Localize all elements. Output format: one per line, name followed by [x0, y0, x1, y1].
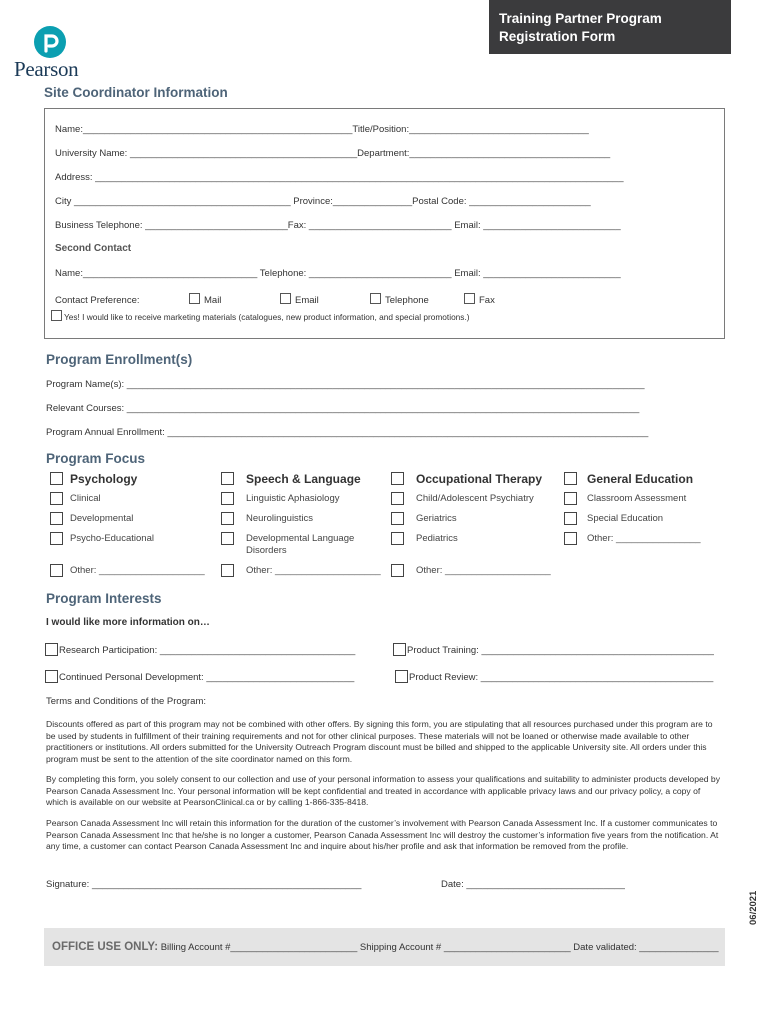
relevant-courses-field[interactable]: Relevant Courses: _________________________________________________________________________________________________ [46, 403, 640, 414]
special-education-checkbox[interactable] [564, 512, 577, 525]
form-title-box [489, 0, 731, 54]
ot-other-field[interactable]: Other: ____________________ [416, 565, 551, 576]
pediatrics-checkbox[interactable] [391, 532, 404, 545]
special-education-label: Special Education [587, 513, 664, 524]
fax-label: Fax [479, 295, 495, 306]
continued-development-field[interactable]: Continued Personal Development: ____________________________ [59, 672, 355, 683]
child-adolescent-label: Child/Adolescent Psychiatry [416, 493, 534, 504]
psycho-educational-label: Psycho-Educational [70, 533, 154, 544]
mail-label: Mail [204, 295, 222, 306]
terms-paragraph-discounts: Discounts offered as part of this program may not be combined with other offers. By signing this form, you are stipulating that all resources purchased under this program are to be used by students in fulfillment of their training requirements and not for other clinical purposes. These materials will not be loaned or otherwise made available to other practitioners or institutions. All orders submitted for the University Outreach Program discount must be billed and shipped to the applicable University site. All orders under this program must be sent to the attention of the site coordinator named on this form. [46, 719, 713, 764]
education-other-checkbox[interactable] [564, 532, 577, 545]
email-checkbox[interactable] [280, 293, 291, 304]
general-education-checkbox[interactable] [564, 472, 577, 485]
continued-development-checkbox[interactable] [45, 670, 58, 683]
marketing-consent-label: Yes! I would like to receive marketing materials (catalogues, new product information, and special promotions.) [64, 312, 470, 322]
enrollment-section-title: Program Enrollment(s) [46, 352, 193, 367]
psychology-heading: Psychology [70, 472, 138, 486]
university-department-field[interactable]: University Name: ___________________________________________Department:______________________________________ [55, 148, 611, 159]
date-field[interactable]: Date: ______________________________ [441, 879, 625, 890]
city-province-postal-field[interactable]: City _________________________________________ Province:_______________Postal Code: _______________________ [55, 196, 591, 207]
clinical-label: Clinical [70, 493, 101, 504]
product-review-field[interactable]: Product Review: ____________________________________________ [409, 672, 714, 683]
address-field[interactable]: Address: ____________________________________________________________________________________________________ [55, 172, 624, 183]
terms-heading: Terms and Conditions of the Program: [46, 696, 206, 707]
product-review-checkbox[interactable] [395, 670, 408, 683]
program-names-field[interactable]: Program Name(s): __________________________________________________________________________________________________ [46, 379, 645, 390]
clinical-checkbox[interactable] [50, 492, 63, 505]
pearson-logo-icon [34, 26, 66, 58]
speech-other-field[interactable]: Other: ____________________ [246, 565, 381, 576]
terms-paragraph-retention: Pearson Canada Assessment Inc will retain this information for the duration of the customer’s involvement with Pearson Canada Assessment Inc. If a customer communicates to Pearson Canada Assessment Inc that he/she is no longer a customer, Pearson Canada Assessment Inc will destroy the customer’s information five years from the notification. At any time, a customer can contact Pearson Canada Assessment Inc and inquire about his/her profile and ask that information be removed from the profile. [46, 818, 719, 851]
neurolinguistics-label: Neurolinguistics [246, 513, 314, 524]
linguistic-aphasiology-label: Linguistic Aphasiology [246, 493, 340, 504]
developmental-language-checkbox[interactable] [221, 532, 234, 545]
coordinator-section-title: Site Coordinator Information [44, 85, 228, 100]
psychology-other-checkbox[interactable] [50, 564, 63, 577]
signature-field[interactable]: Signature: ___________________________________________________ [46, 879, 362, 890]
education-other-field[interactable]: Other: ________________ [587, 533, 701, 544]
developmental-label: Developmental [70, 513, 134, 524]
occupational-therapy-heading: Occupational Therapy [416, 472, 543, 486]
mail-checkbox[interactable] [189, 293, 200, 304]
psychology-checkbox[interactable] [50, 472, 63, 485]
speech-language-heading: Speech & Language [246, 472, 361, 486]
telephone-label: Telephone [385, 295, 429, 306]
marketing-checkbox[interactable] [51, 310, 62, 321]
interests-subtitle: I would like more information on… [46, 617, 210, 628]
child-adolescent-checkbox[interactable] [391, 492, 404, 505]
speech-language-checkbox[interactable] [221, 472, 234, 485]
developmental-checkbox[interactable] [50, 512, 63, 525]
form-title-line2: Registration Form [499, 29, 616, 44]
office-use-row [52, 941, 719, 953]
product-training-field[interactable]: Product Training: ____________________________________________ [407, 645, 714, 656]
telephone-checkbox[interactable] [370, 293, 381, 304]
brand-name: Pearson [14, 57, 79, 81]
research-checkbox[interactable] [45, 643, 58, 656]
office-use-fields[interactable]: Billing Account #________________________ Shipping Account # ________________________ Date validated: _______________ [160, 942, 719, 953]
email-label: Email [295, 295, 319, 306]
speech-other-checkbox[interactable] [221, 564, 234, 577]
research-participation-field[interactable]: Research Participation: _____________________________________ [59, 645, 356, 656]
name-title-field[interactable]: Name:___________________________________________________Title/Position:__________________________________ [55, 124, 589, 135]
geriatrics-checkbox[interactable] [391, 512, 404, 525]
annual-enrollment-field[interactable]: Program Annual Enrollment: ___________________________________________________________________________________________ [46, 427, 649, 438]
classroom-assessment-label: Classroom Assessment [587, 493, 687, 504]
business-phone-fax-email-field[interactable]: Business Telephone: ___________________________Fax: ___________________________ Email: __________________________ [55, 220, 621, 231]
occupational-therapy-checkbox[interactable] [391, 472, 404, 485]
geriatrics-label: Geriatrics [416, 513, 457, 524]
form-title-line1: Training Partner Program [499, 11, 662, 26]
ot-other-checkbox[interactable] [391, 564, 404, 577]
linguistic-aphasiology-checkbox[interactable] [221, 492, 234, 505]
terms-paragraph-consent: By completing this form, you solely consent to our collection and use of your personal information to assess your qualifications and suitability to administer products developed by Pearson Canada Assessment Inc. Your personal information will be kept confidential and treated in accordance with applicable privacy laws and our privacy policy, a copy of which is available on our website at PearsonClinical.ca or by calling 1-866-335-8418. [46, 774, 721, 807]
classroom-assessment-checkbox[interactable] [564, 492, 577, 505]
general-education-heading: General Education [587, 472, 694, 486]
pediatrics-label: Pediatrics [416, 533, 458, 544]
focus-section-title: Program Focus [46, 451, 146, 466]
second-contact-field[interactable]: Name:_________________________________ Telephone: ___________________________ Email: __________________________ [55, 268, 621, 279]
neurolinguistics-checkbox[interactable] [221, 512, 234, 525]
interests-section-title: Program Interests [46, 591, 162, 606]
second-contact-heading: Second Contact [55, 243, 132, 254]
developmental-language-label: Developmental Language Disorders [246, 533, 355, 556]
psychology-other-field[interactable]: Other: ____________________ [70, 565, 205, 576]
office-use-label: OFFICE USE ONLY: [52, 941, 159, 953]
fax-checkbox[interactable] [464, 293, 475, 304]
contact-preference-label: Contact Preference: [55, 295, 140, 306]
form-date-code: 06/2021 [748, 890, 759, 925]
product-training-checkbox[interactable] [393, 643, 406, 656]
psycho-educational-checkbox[interactable] [50, 532, 63, 545]
